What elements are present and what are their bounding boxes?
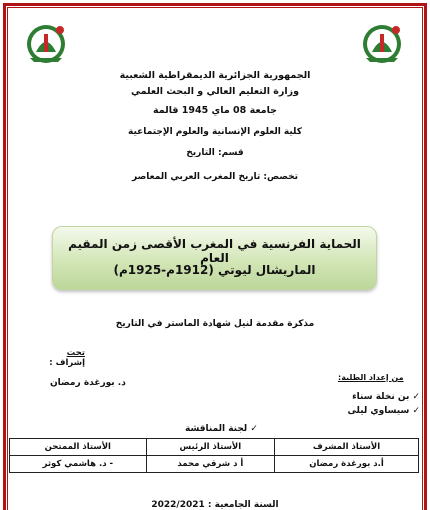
table-row (10, 456, 419, 473)
table-header-cell: الأستاذ الممتحن (10, 439, 147, 456)
republic-name: الجمهورية الجزائرية الديمقراطية الشعبية (119, 70, 311, 81)
university-name: جامعة 08 ماي 1945 قالمة (153, 105, 277, 116)
committee-label: ✓ لجنة المناقشة (185, 424, 258, 434)
table-header-cell: الأستاذ الرئيس (146, 439, 274, 456)
student-name: ✓ بن نخلة سناء (352, 392, 420, 402)
faculty-name: كلية العلوم الإنسانية والعلوم الإجتماعية (128, 127, 302, 137)
student-name: ✓ سيساوي ليلى (347, 406, 420, 416)
thesis-title-line2: الماريشال ليوتي (1912م-1925م) (113, 263, 316, 277)
supervision-label (49, 348, 85, 368)
specialization: تخصص: تاريخ المغرب العربي المعاصر (131, 172, 299, 182)
supervision-label-line1: تحت (66, 348, 85, 358)
supervisor-name: د. بورغدة رمضان (50, 378, 126, 388)
thesis-title-box (52, 226, 377, 290)
table-row (10, 439, 419, 456)
university-logo-icon (24, 22, 68, 66)
university-logo-icon (360, 22, 404, 66)
department-name: قسم: التاريخ (186, 148, 244, 158)
committee-table (9, 438, 419, 473)
table-cell: أ.د بورغدة رمضان (275, 456, 419, 473)
academic-year: السنة الجامعية : 2022/2021 (151, 500, 279, 510)
prepared-by-label: من إعداد الطلبة: (338, 373, 404, 382)
memo-description: مذكرة مقدمة لنيل شهادة الماستر في التاريخ (115, 319, 315, 329)
ministry-name: وزارة التعليم العالي و البحث العلمي (131, 86, 299, 97)
table-header-cell: الأستاذ المشرف (275, 439, 419, 456)
table-cell: أ د شرقي محمد (146, 456, 274, 473)
table-cell: - د. هاشمي كوثر (10, 456, 147, 473)
supervision-label-line2: إشراف : (49, 358, 85, 368)
thesis-title-line1: الحماية الفرنسية في المغرب الأقصى زمن المقيم العام (68, 237, 361, 265)
